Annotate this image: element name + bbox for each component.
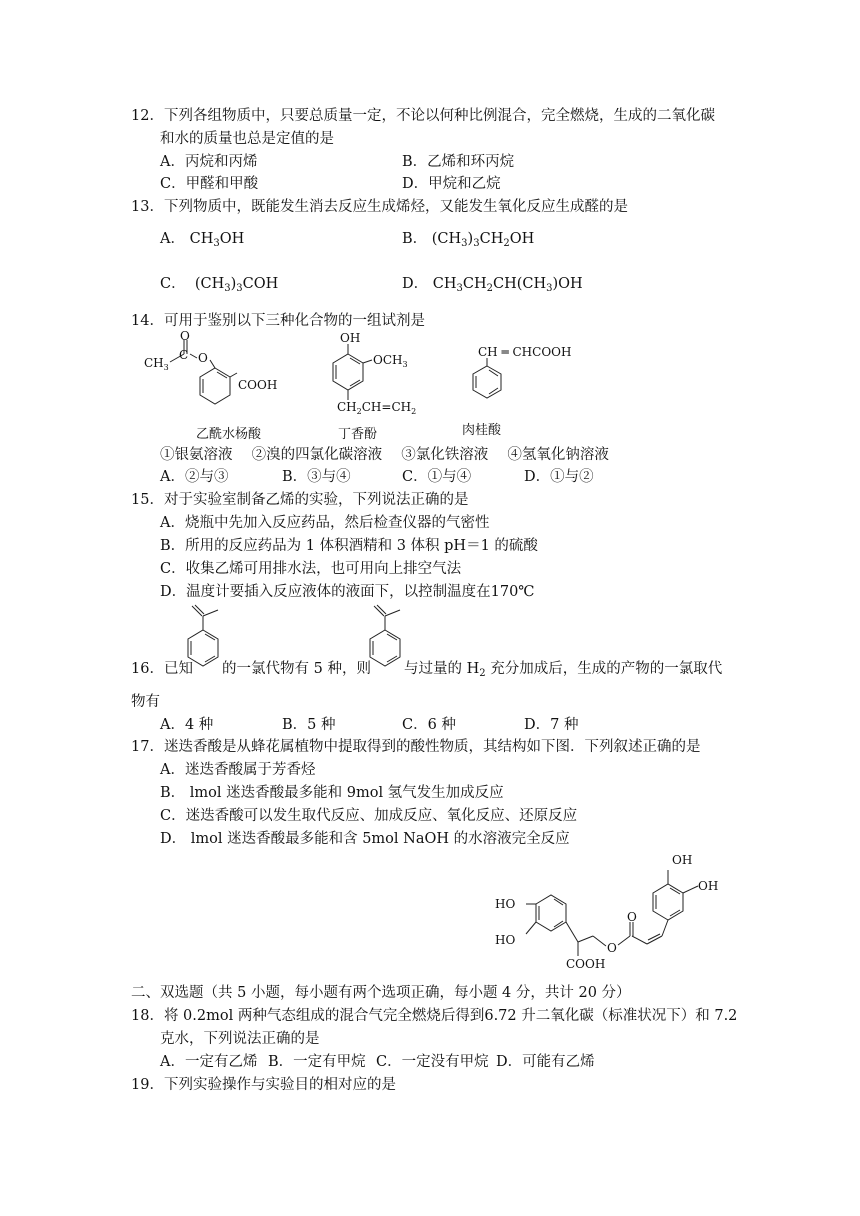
q17-option-a: A．迷迭香酸属于芳香烃 (160, 762, 316, 778)
c2-och3: $OCH_3$ (373, 353, 408, 369)
q15-stem: 15．对于实验室制备乙烯的实验，下列说法正确的是 (131, 492, 469, 508)
q16-stem-line2: 物有 (131, 694, 160, 710)
compound-eugenol (333, 344, 372, 400)
c1-o-ester: O (198, 351, 208, 365)
q15-option-c: C．收集乙烯可用排水法，也可用向上排空气法 (160, 561, 462, 577)
q19-stem: 19．下列实验操作与实验目的相对应的是 (131, 1077, 396, 1093)
c2-name: 丁香酚 (338, 427, 378, 442)
q18-option-d: D．可能有乙烯 (496, 1054, 595, 1070)
c3-name: 肉桂酸 (462, 423, 502, 438)
q12-option-c: C．甲醛和甲酸 (160, 176, 259, 192)
compound-cinnamic-acid (473, 358, 501, 398)
q12-option-d: D．甲烷和乙烷 (402, 176, 501, 192)
q16-stem-part2: 的一氯代物有 5 种，则 (222, 661, 371, 677)
c1-ch3: $CH_3$ (144, 356, 169, 372)
q15-option-a: A．烧瓶中先加入反应药品，然后检查仪器的气密性 (160, 515, 490, 531)
c1-name: 乙酰水杨酸 (196, 427, 262, 442)
c1-cooh: COOH (238, 378, 278, 392)
q17-option-b: B． lmol 迷迭香酸最多能和 9mol 氢气发生加成反应 (160, 785, 504, 801)
c2-allyl: $CH_2CH=CH_2$ (337, 400, 417, 416)
q18-stem-line2: 克水，下列说法正确的是 (160, 1031, 320, 1047)
q16-option-c: C．6 种 (402, 717, 456, 733)
q16-option-a: A．4 种 (160, 717, 214, 733)
q13-option-d: D． $CH_3CH_2CH(CH_3)OH$ (402, 276, 583, 294)
q16-option-d: D．7 种 (524, 717, 579, 733)
q12-stem-line2: 和水的质量也总是定值的是 (160, 131, 334, 147)
ra-ho-upper: HO (495, 897, 516, 911)
q18-option-a: A．一定有乙烯 (160, 1054, 258, 1070)
q18-option-c: C．一定没有甲烷 (376, 1054, 489, 1070)
q14-option-a: A．②与③ (160, 469, 229, 485)
q18-option-b: B．一定有甲烷 (268, 1054, 366, 1070)
q18-stem-line1: 18．将 0.2mol 两种气态组成的混合气完全燃烧后得到6.72 升二氧化碳（标准状况下）和 7.2 (131, 1008, 738, 1024)
ra-cooh: COOH (566, 957, 606, 971)
q14-reagents: ①银氨溶液 ②溴的四氯化碳溶液 ③氯化铁溶液 ④氢氧化钠溶液 (160, 447, 609, 463)
q14-stem: 14．可用于鉴别以下三种化合物的一组试剂是 (131, 313, 425, 329)
ra-o-ester: O (607, 941, 617, 955)
q14-option-b: B．③与④ (282, 469, 351, 485)
c1-o-carbonyl: O (180, 330, 190, 343)
q15-option-d: D．温度计要插入反应液体的液面下，以控制温度在170℃ (160, 584, 535, 600)
c3-chain: CH ═ CHCOOH (478, 345, 572, 359)
q14-option-d: D．①与② (524, 469, 594, 485)
ra-ho-lower: HO (495, 933, 516, 947)
q15-option-b: B．所用的反应药品为 1 体积酒精和 3 体积 pH＝1 的硫酸 (160, 538, 538, 554)
q14-option-c: C．①与④ (402, 469, 472, 485)
q12-option-a: A．丙烷和丙烯 (160, 154, 258, 170)
q16-stem-part3: 与过量的 $H_2$ 充分加成后，生成的产物的一氯取代 (404, 661, 723, 679)
q17-option-d: D． lmol 迷迭香酸最多能和含 5mol NaOH 的水溶液完全反应 (160, 831, 570, 847)
ra-o-carbonyl: O (627, 910, 637, 924)
q14-structures (140, 330, 600, 445)
ra-oh-top: OH (672, 853, 693, 867)
q17-option-c: C．迷迭香酸可以发生取代反应、加成反应、氧化反应、还原反应 (160, 808, 578, 824)
q13-option-a: A． $CH_3OH$ (160, 231, 245, 249)
q13-option-c: C． $(CH_3)_3COH$ (160, 276, 279, 294)
c2-oh: OH (340, 331, 361, 345)
ra-oh-right: OH (698, 879, 719, 893)
q12-stem-line1: 12．下列各组物质中，只要总质量一定，不论以何种比例混合，完全燃烧，生成的二氧化碳 (131, 108, 715, 124)
q16-stem-part1: 16．已知 (131, 661, 193, 677)
q16-structure-2 (368, 604, 408, 676)
q16-option-b: B．5 种 (282, 717, 336, 733)
q17-stem: 17．迷迭香酸是从蜂花属植物中提取得到的酸性物质，其结构如下图．下列叙述正确的是 (131, 739, 701, 755)
q13-stem: 13．下列物质中，既能发生消去反应生成烯烃，又能发生氧化反应生成醛的是 (131, 199, 628, 215)
section2-title: 二、双选题（共 5 小题，每小题有两个选项正确，每小题 4 分，共计 20 分） (131, 985, 631, 1001)
c1-c: C (179, 348, 189, 362)
rosmarinic-acid-structure (490, 848, 740, 976)
q13-option-b: B． $(CH_3)_3CH_2OH$ (402, 231, 535, 249)
q12-option-b: B．乙烯和环丙烷 (402, 154, 515, 170)
